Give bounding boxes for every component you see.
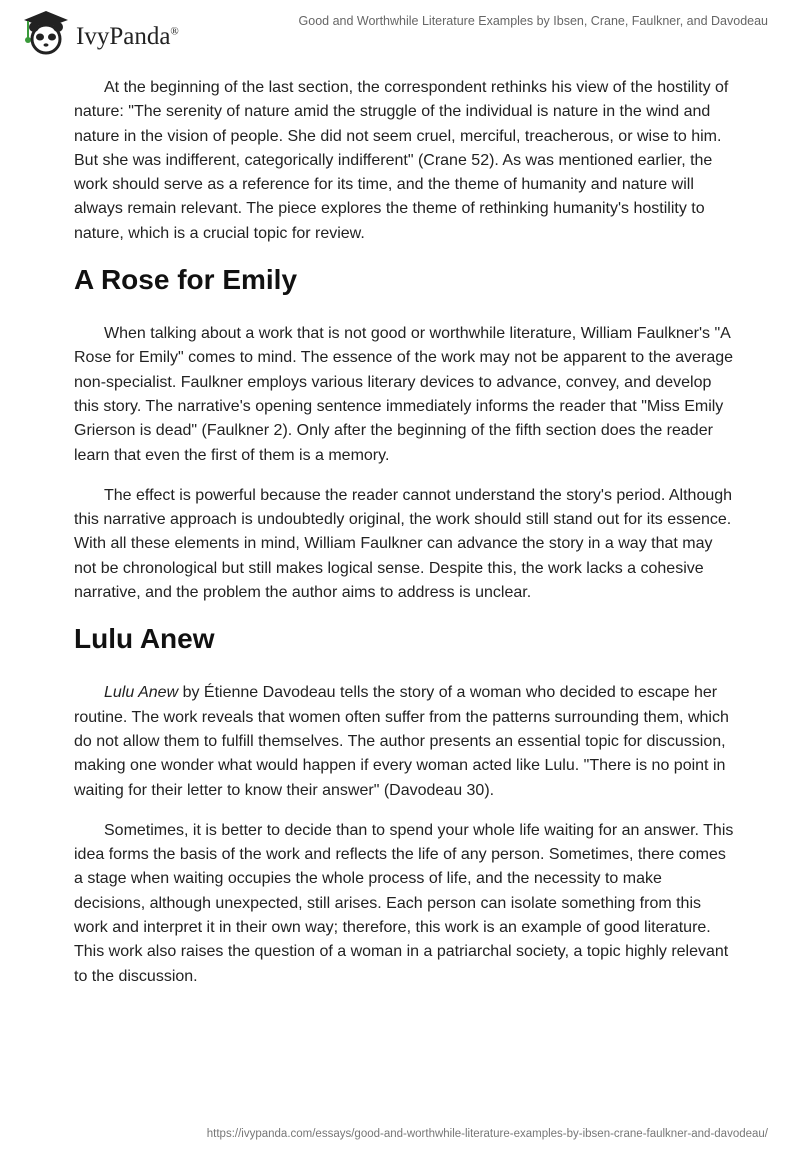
source-url[interactable]: https://ivypanda.com/essays/good-and-worthwhile-literature-examples-by-ibsen-crane-faulkner-and-davodeau/ (206, 1128, 768, 1140)
section-heading: Lulu Anew (74, 623, 215, 655)
work-title: Lulu Anew (104, 684, 179, 702)
panda-graduate-icon (20, 8, 72, 56)
section-heading: A Rose for Emily (74, 264, 298, 296)
document-title: Good and Worthwhile Literature Examples by Ibsen, Crane, Faulkner, and Davodeau (298, 14, 768, 28)
brand-name: IvyPanda® (76, 23, 179, 50)
brand-label: IvyPanda (76, 23, 171, 50)
paragraph (74, 681, 734, 802)
paragraph: At the beginning of the last section, the correspondent rethinks his view of the hostility of nature: "The serenity of nature amid the struggle of the individual is nature in the wind and nature in the vision of people. She did not seem cruel, merciful, treacherous, or wise to him. But she was indifferent, categorically indifferent" (Crane 52). As was mentioned earlier, the work should serve as a reference for its time, and the theme of humanity and nature will always remain relevant. The piece explores the theme of rethinking humanity's hostility to nature, which is a crucial topic for review. (74, 79, 729, 242)
paragraph: Sometimes, it is better to decide than to spend your whole life waiting for an answer. This idea forms the basis of the work and reflects the life of any person. Sometimes, there comes a stage when waiting occupies the whole process of life, and the necessity to make decisions, although unexpected, still arises. Each person can isolate something from this work and interpret it in their own way; therefore, this work is an example of good literature. This work also raises the question of a woman in a patriarchal society, a topic highly relevant to the discussion. (74, 821, 734, 985)
paragraph: The effect is powerful because the reader cannot understand the story's period. Although this narrative approach is undoubtedly original, the work should still stand out for its essence. With all these elements in mind, William Faulkner can advance the story in a way that may not be chronological but still makes logical sense. Despite this, the work lacks a cohesive narrative, and the problem the author aims to address is unclear. (74, 486, 733, 602)
paragraph: When talking about a work that is not good or worthwhile literature, William Faulkner's "A Rose for Emily" comes to mind. The essence of the work may not be apparent to the average non-specialist. Faulkner employs various literary devices to advance, convey, and develop this story. The narrative's opening sentence immediately informs the reader that "Miss Emily Grierson is dead" (Faulkner 2). Only after the beginning of the fifth section does the reader learn that even the first of them is a memory. (74, 325, 734, 464)
ivypanda-logo[interactable] (20, 8, 179, 56)
header (0, 0, 800, 60)
paragraph-text: by Étienne Davodeau tells the story of a woman who decided to escape her routine. The work reveals that women often suffer from the patterns surrounding them, which do not allow them to fulfill themselves. The author presents an essential topic for discussion, making one wonder what would happen if every woman acted like Lulu. "There is no point in waiting for their letter to know their answer" (Davodeau 30). (74, 684, 729, 799)
essay-content (74, 76, 734, 1005)
